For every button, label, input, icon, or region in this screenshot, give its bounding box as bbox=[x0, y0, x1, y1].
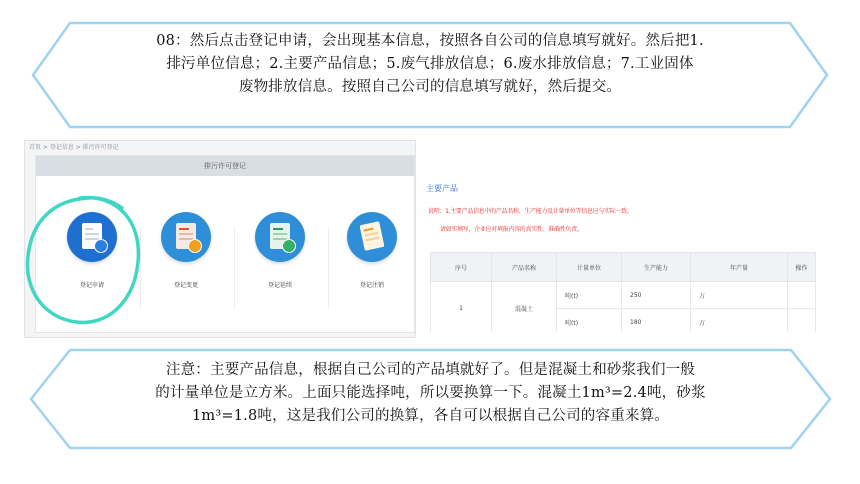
note-line-2: 请如实填写，企业应对填报内容的真实性、准确性负责。 bbox=[440, 226, 583, 233]
top-instruction-text bbox=[100, 30, 760, 99]
top-line-3: 废物排放信息。按照自己公司的信息填写就好，然后提交。 bbox=[238, 79, 622, 95]
cell-output[interactable]: 万 bbox=[691, 309, 788, 333]
product-table bbox=[430, 252, 816, 332]
register-change-label: 登记变更 bbox=[173, 282, 198, 289]
cell-unit[interactable]: 吨(t) bbox=[557, 309, 622, 333]
top-line-2: 排污单位信息；2.主要产品信息；5.废气排放信息；6.废水排放信息；7.工业固体 bbox=[166, 56, 694, 72]
table-header-row bbox=[431, 253, 816, 282]
register-extend-label: 登记延续 bbox=[267, 282, 292, 289]
register-cancel-icon bbox=[347, 212, 397, 262]
cell-action bbox=[788, 282, 816, 309]
bottom-line-1: 注意：主要产品信息，根据自己公司的产品填就好了。但是混凝土和砂浆我们一般 bbox=[165, 362, 696, 378]
top-instruction-box bbox=[30, 20, 830, 130]
register-extend-icon bbox=[255, 212, 305, 262]
cell-output[interactable]: 万 bbox=[691, 282, 788, 309]
cell-action bbox=[788, 309, 816, 333]
table-row bbox=[431, 282, 816, 309]
register-cancel-label: 登记注销 bbox=[359, 282, 384, 289]
divider bbox=[234, 228, 235, 308]
section-title: 主要产品 bbox=[426, 184, 458, 193]
col-product: 产品名称 bbox=[492, 253, 557, 282]
register-apply-label: 登记申请 bbox=[79, 282, 104, 289]
panel-title: 排污许可登记 bbox=[36, 156, 414, 176]
col-seq: 序号 bbox=[431, 253, 492, 282]
divider bbox=[328, 228, 329, 308]
bottom-note-text bbox=[98, 359, 763, 428]
bottom-line-2: 的计量单位是立方米。上面只能选择吨，所以要换算一下。混凝土1m³=2.4吨，砂浆 bbox=[155, 385, 706, 401]
bottom-line-3: 1m³=1.8吨，这是我们公司的换算，各自可以根据自己公司的容重来算。 bbox=[192, 408, 669, 424]
cell-capacity[interactable]: 180 bbox=[622, 309, 691, 333]
breadcrumb: 首页 > 登记信息 > 排污许可登记 bbox=[29, 144, 119, 151]
note-line-1: 说明：1.主要产品信息中的产品名称、生产能力及计量单位等信息应与实际一致。 bbox=[428, 208, 633, 215]
register-change-icon bbox=[161, 212, 211, 262]
col-output: 年产量 bbox=[691, 253, 788, 282]
product-info-screenshot bbox=[426, 180, 818, 332]
register-change-button[interactable] bbox=[146, 212, 226, 289]
cell-unit[interactable]: 吨(t) bbox=[557, 282, 622, 309]
highlight-circle-annotation bbox=[18, 190, 158, 340]
cell-seq: 1 bbox=[431, 282, 492, 333]
bottom-note-box bbox=[28, 347, 833, 451]
col-unit: 计量单位 bbox=[557, 253, 622, 282]
top-line-1: 08：然后点击登记申请，会出现基本信息，按照各自公司的信息填写就好。然后把1. bbox=[156, 33, 704, 49]
cell-capacity[interactable]: 250 bbox=[622, 282, 691, 309]
cell-product: 混凝土 bbox=[492, 282, 557, 333]
register-cancel-button[interactable] bbox=[332, 212, 412, 289]
col-capacity: 生产能力 bbox=[622, 253, 691, 282]
col-action: 操作 bbox=[788, 253, 816, 282]
register-extend-button[interactable] bbox=[240, 212, 320, 289]
